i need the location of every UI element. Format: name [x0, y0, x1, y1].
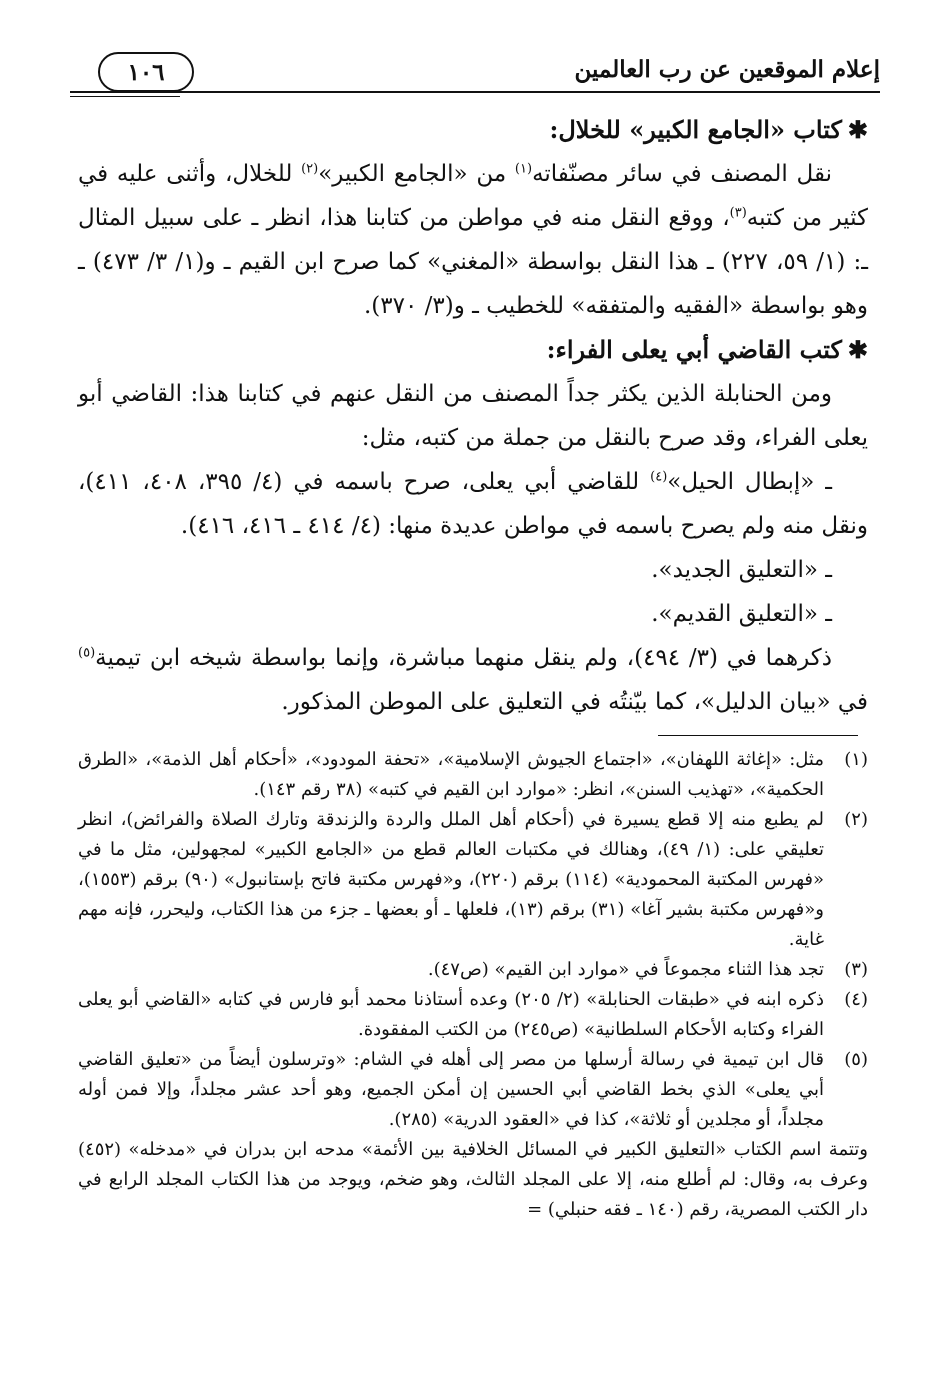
footnote-continuation: وتتمة اسم الكتاب «التعليق الكبير في المسائل الخلافية بين الأئمة» مدحه ابن بدران في «مدخله» (٤٥٢) وعرف به، وقال: لم أطلع منه، إلا على المجلد الثالث، وهو ضخم، ويوجد من هذا الكتاب المجلد الرابع في دار الكتب المصرية، رقم (١٤٠ ـ فقه حنبلي) =	[78, 1139, 868, 1220]
list-item: ـ «التعليق الجديد».	[651, 557, 832, 583]
asterisk-icon: ✱	[847, 115, 868, 144]
footnote-ref[interactable]: (٢)	[301, 161, 319, 177]
section-heading-jami: ✱كتاب «الجامع الكبير» للخلال:	[549, 115, 868, 144]
footnote-number: (٥)	[844, 1049, 868, 1070]
footnotes	[78, 745, 868, 1225]
footnote-ref[interactable]: (٤)	[650, 469, 668, 485]
page-header	[70, 50, 880, 100]
paragraph-jami: نقل المصنف في سائر مصنّفاته$^{(١)}$ من «الجامع الكبير»$^{(٢)}$ للخلال، وأثنى عليه في كثير من كتبه$^{(٣)}$، ووقع النقل منه في مواطن من كتابنا هذا، انظر ـ على سبيل المثال ـ: (١/ ٥٩، ٢٢٧) ـ هذا النقل بواسطة «المغني» كما صرح ابن القيم ـ و(١/ ٣/ ٤٧٣) ـ وهو بواسطة «الفقيه والمتفقه» للخطيب ـ و(٣/ ٣٧٠).	[78, 161, 869, 319]
footnote-ref[interactable]: (٥)	[78, 645, 96, 661]
footnote	[78, 985, 868, 1045]
footnote-ref[interactable]: (١)	[514, 161, 533, 177]
list-item: ـ «التعليق القديم».	[651, 601, 832, 627]
footnote-text: تجد هذا الثناء مجموعاً في «موارد ابن القيم» (ص٤٧).	[427, 959, 824, 980]
page-number: ١٠٦	[98, 52, 194, 92]
footnote-separator	[658, 735, 858, 736]
footnote	[78, 1045, 868, 1135]
footnote-number: (٣)	[844, 959, 868, 980]
footnote-text: مثل: «إغاثة اللهفان»، «اجتماع الجيوش الإسلامية»، «تحفة المودود»، «أحكام أهل الذمة»، «الطرق الحكمية»، «تهذيب السنن»، انظر: «موارد ابن القيم في كتبه» (٣٨ رقم ١٤٣).	[78, 749, 824, 800]
header-rule	[70, 91, 880, 93]
paragraph-closing: ذكرهما في (٣/ ٤٩٤)، ولم ينقل منهما مباشرة، وإنما بواسطة شيخه ابن تيمية$^{(٥)}$ في «بيان الدليل»، كما بيّنتُه في التعليق على الموطن المذكور.	[78, 645, 868, 715]
paragraph-intro: ومن الحنابلة الذين يكثر جداً المصنف من النقل عنهم في كتابنا هذا: القاضي أبو يعلى الفراء، وقد صرح بالنقل من جملة من كتبه، مثل:	[78, 381, 868, 451]
footnote-text: لم يطبع منه إلا قطع يسيرة في (أحكام أهل الملل والردة والزندقة وتارك الصلاة والفرائض)، انظر تعليقي على: (١/ ٤٩)، وهنالك في مكتبات العالم قطع من «الجامع الكبير» لمجهولين، مثل ما في «فهرس المكتبة المحمودية» (١١٤) برقم (٢٢٠)، و«فهرس مكتبة فاتح بإستانبول» (٩٠) برقم (١٥٥٣)، و«فهرس مكتبة بشير آغا» (٣١) برقم (١٣)، فلعلها ـ أو بعضها ـ جزء من هذا الكتاب، وليحرر، فإنه مهم غاية.	[78, 809, 824, 950]
footnote-number: (٤)	[844, 989, 868, 1010]
footnote-ref[interactable]: (٣)	[729, 205, 747, 221]
footnote-text: قال ابن تيمية في رسالة أرسلها من مصر إلى أهله في الشام: «وترسلون أيضاً من «تعليق القاضي أبي يعلى» الذي بخط القاضي أبي الحسين إن أمكن الجميع، وهو أحد عشر مجلداً، وإلا فمن أوله مجلداً، أو مجلدين أو ثلاثة»، كذا في «العقود الدرية» (٢٨٥).	[78, 1049, 824, 1130]
running-title: إعلام الموقعين عن رب العالمين	[574, 56, 880, 83]
footnote-number: (١)	[844, 749, 868, 770]
header-rule-short	[70, 96, 180, 97]
list-item: ـ «إبطال الحيل»$^{(٤)}$ للقاضي أبي يعلى، صرح باسمه في (٤/ ٣٩٥، ٤٠٨، ٤١١)، ونقل منه ولم يصرح باسمه في مواطن عديدة منها: (٤/ ٤١٤ ـ ٤١٦، ٤١٦).	[78, 469, 868, 539]
footnote	[78, 955, 868, 985]
section-heading-abu-yala: ✱كتب القاضي أبي يعلى الفراء:	[546, 335, 868, 364]
footnote	[78, 805, 868, 955]
footnote-text: ذكره ابنه في «طبقات الحنابلة» (٢/ ٢٠٥) وعده أستاذنا محمد أبو فارس في كتابه «القاضي أبو يعلى الفراء وكتابه الأحكام السلطانية» (ص٢٤٥) من الكتب المفقودة.	[78, 989, 824, 1040]
footnote	[78, 745, 868, 805]
footnote-number: (٢)	[844, 809, 868, 830]
asterisk-icon: ✱	[847, 335, 868, 364]
main-text	[78, 108, 868, 724]
